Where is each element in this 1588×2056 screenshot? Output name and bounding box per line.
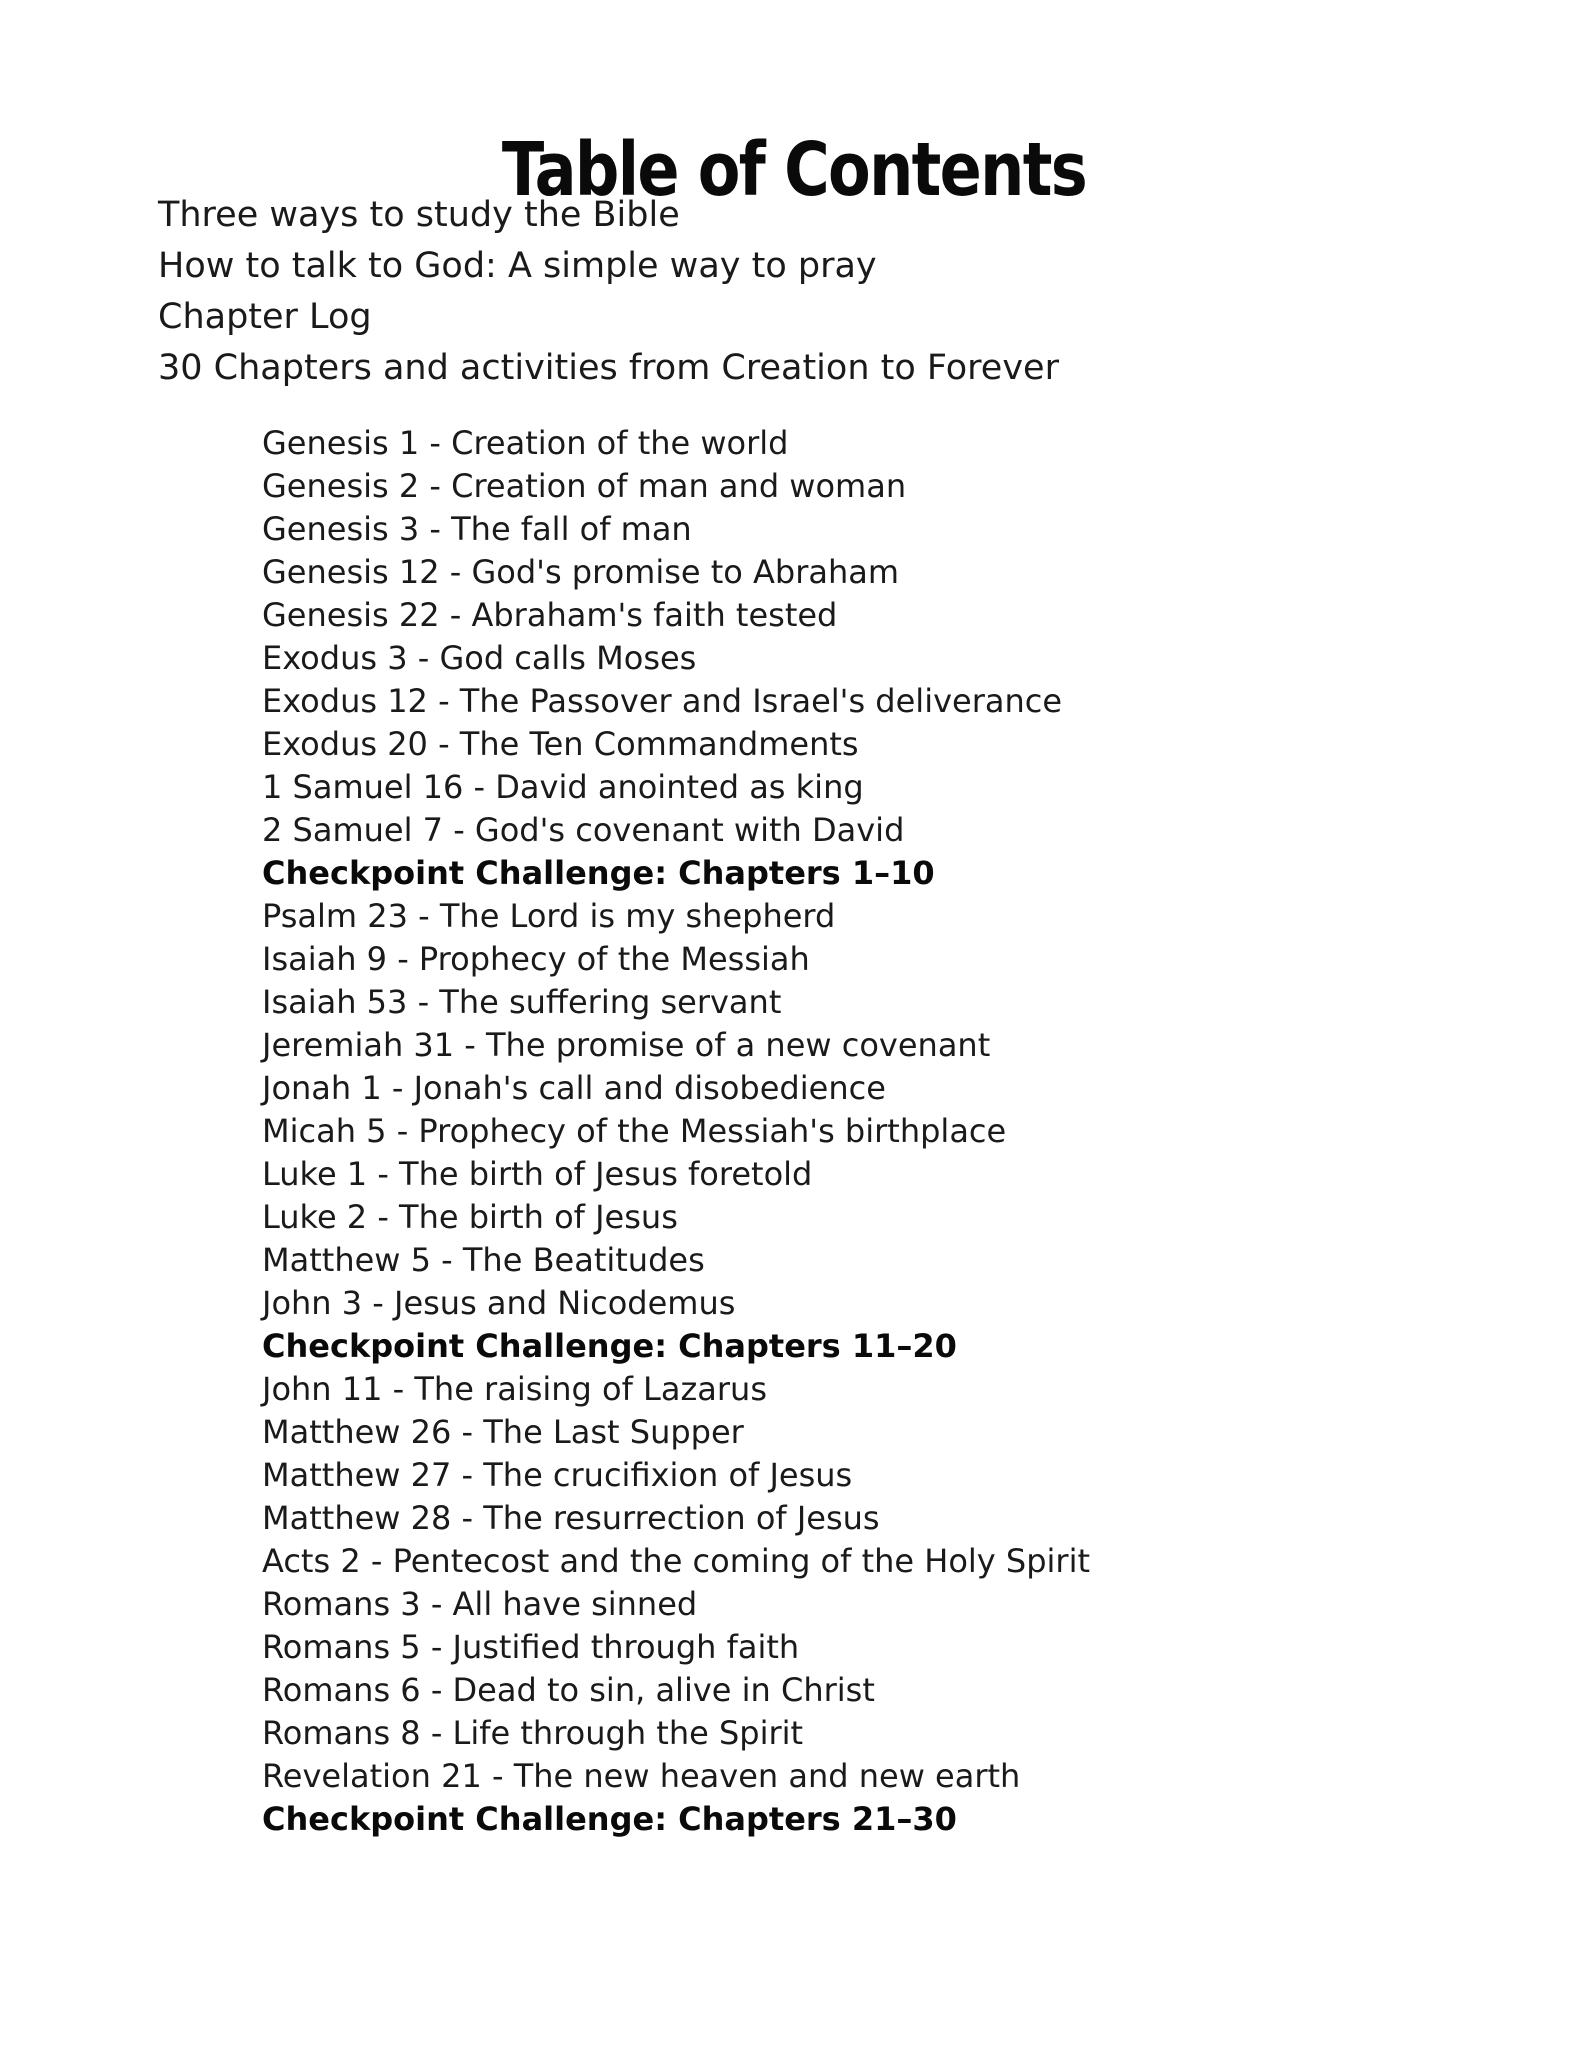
page-title: Table of Contents xyxy=(501,126,1087,213)
chapter-item: Exodus 12 - The Passover and Israel's deliverance xyxy=(262,682,1063,720)
chapter-item: Micah 5 - Prophecy of the Messiah's birthplace xyxy=(262,1112,1007,1150)
chapter-item: Matthew 27 - The crucifixion of Jesus xyxy=(262,1456,853,1494)
chapter-item: Luke 2 - The birth of Jesus xyxy=(262,1198,678,1236)
chapter-item: John 11 - The raising of Lazarus xyxy=(262,1370,767,1408)
chapter-item: Exodus 20 - The Ten Commandments xyxy=(262,725,859,763)
intro-list xyxy=(158,190,1059,394)
chapter-item: Genesis 22 - Abraham's faith tested xyxy=(262,596,838,634)
chapter-item: Acts 2 - Pentecost and the coming of the Holy Spirit xyxy=(262,1542,1090,1580)
intro-item-chapter-log: Chapter Log xyxy=(158,297,372,337)
chapter-item: Revelation 21 - The new heaven and new earth xyxy=(262,1757,1021,1795)
chapter-item: Isaiah 9 - Prophecy of the Messiah xyxy=(262,940,810,978)
checkpoint-challenge: Checkpoint Challenge: Chapters 1–10 xyxy=(262,854,935,892)
chapter-item: Matthew 5 - The Beatitudes xyxy=(262,1241,705,1279)
chapter-item: Psalm 23 - The Lord is my shepherd xyxy=(262,897,836,935)
chapter-item: Jeremiah 31 - The promise of a new covenant xyxy=(262,1026,991,1064)
intro-item-prayer: How to talk to God: A simple way to pray xyxy=(158,246,877,286)
chapter-item: Genesis 2 - Creation of man and woman xyxy=(262,467,907,505)
chapter-item: Romans 5 - Justified through faith xyxy=(262,1628,800,1666)
chapter-item: Luke 1 - The birth of Jesus foretold xyxy=(262,1155,813,1193)
intro-item-thirty-chapters: 30 Chapters and activities from Creation to Forever xyxy=(158,348,1059,388)
chapter-item: 2 Samuel 7 - God's covenant with David xyxy=(262,811,905,849)
chapter-item: Matthew 26 - The Last Supper xyxy=(262,1413,744,1451)
chapter-item: Matthew 28 - The resurrection of Jesus xyxy=(262,1499,880,1537)
intro-item-study-ways: Three ways to study the Bible xyxy=(158,195,680,235)
chapter-item: Isaiah 53 - The suffering servant xyxy=(262,983,782,1021)
checkpoint-challenge: Checkpoint Challenge: Chapters 11–20 xyxy=(262,1327,957,1365)
checkpoint-challenge: Checkpoint Challenge: Chapters 21–30 xyxy=(262,1800,957,1838)
chapter-item: 1 Samuel 16 - David anointed as king xyxy=(262,768,864,806)
chapter-item: Romans 6 - Dead to sin, alive in Christ xyxy=(262,1671,875,1709)
chapter-item: Genesis 12 - God's promise to Abraham xyxy=(262,553,900,591)
chapter-item: Genesis 3 - The fall of man xyxy=(262,510,692,548)
chapter-list xyxy=(262,422,1090,1841)
chapter-item: Romans 3 - All have sinned xyxy=(262,1585,698,1623)
chapter-item: John 3 - Jesus and Nicodemus xyxy=(262,1284,736,1322)
chapter-item: Romans 8 - Life through the Spirit xyxy=(262,1714,804,1752)
chapter-item: Jonah 1 - Jonah's call and disobedience xyxy=(262,1069,886,1107)
chapter-item: Exodus 3 - God calls Moses xyxy=(262,639,697,677)
chapter-item: Genesis 1 - Creation of the world xyxy=(262,424,789,462)
